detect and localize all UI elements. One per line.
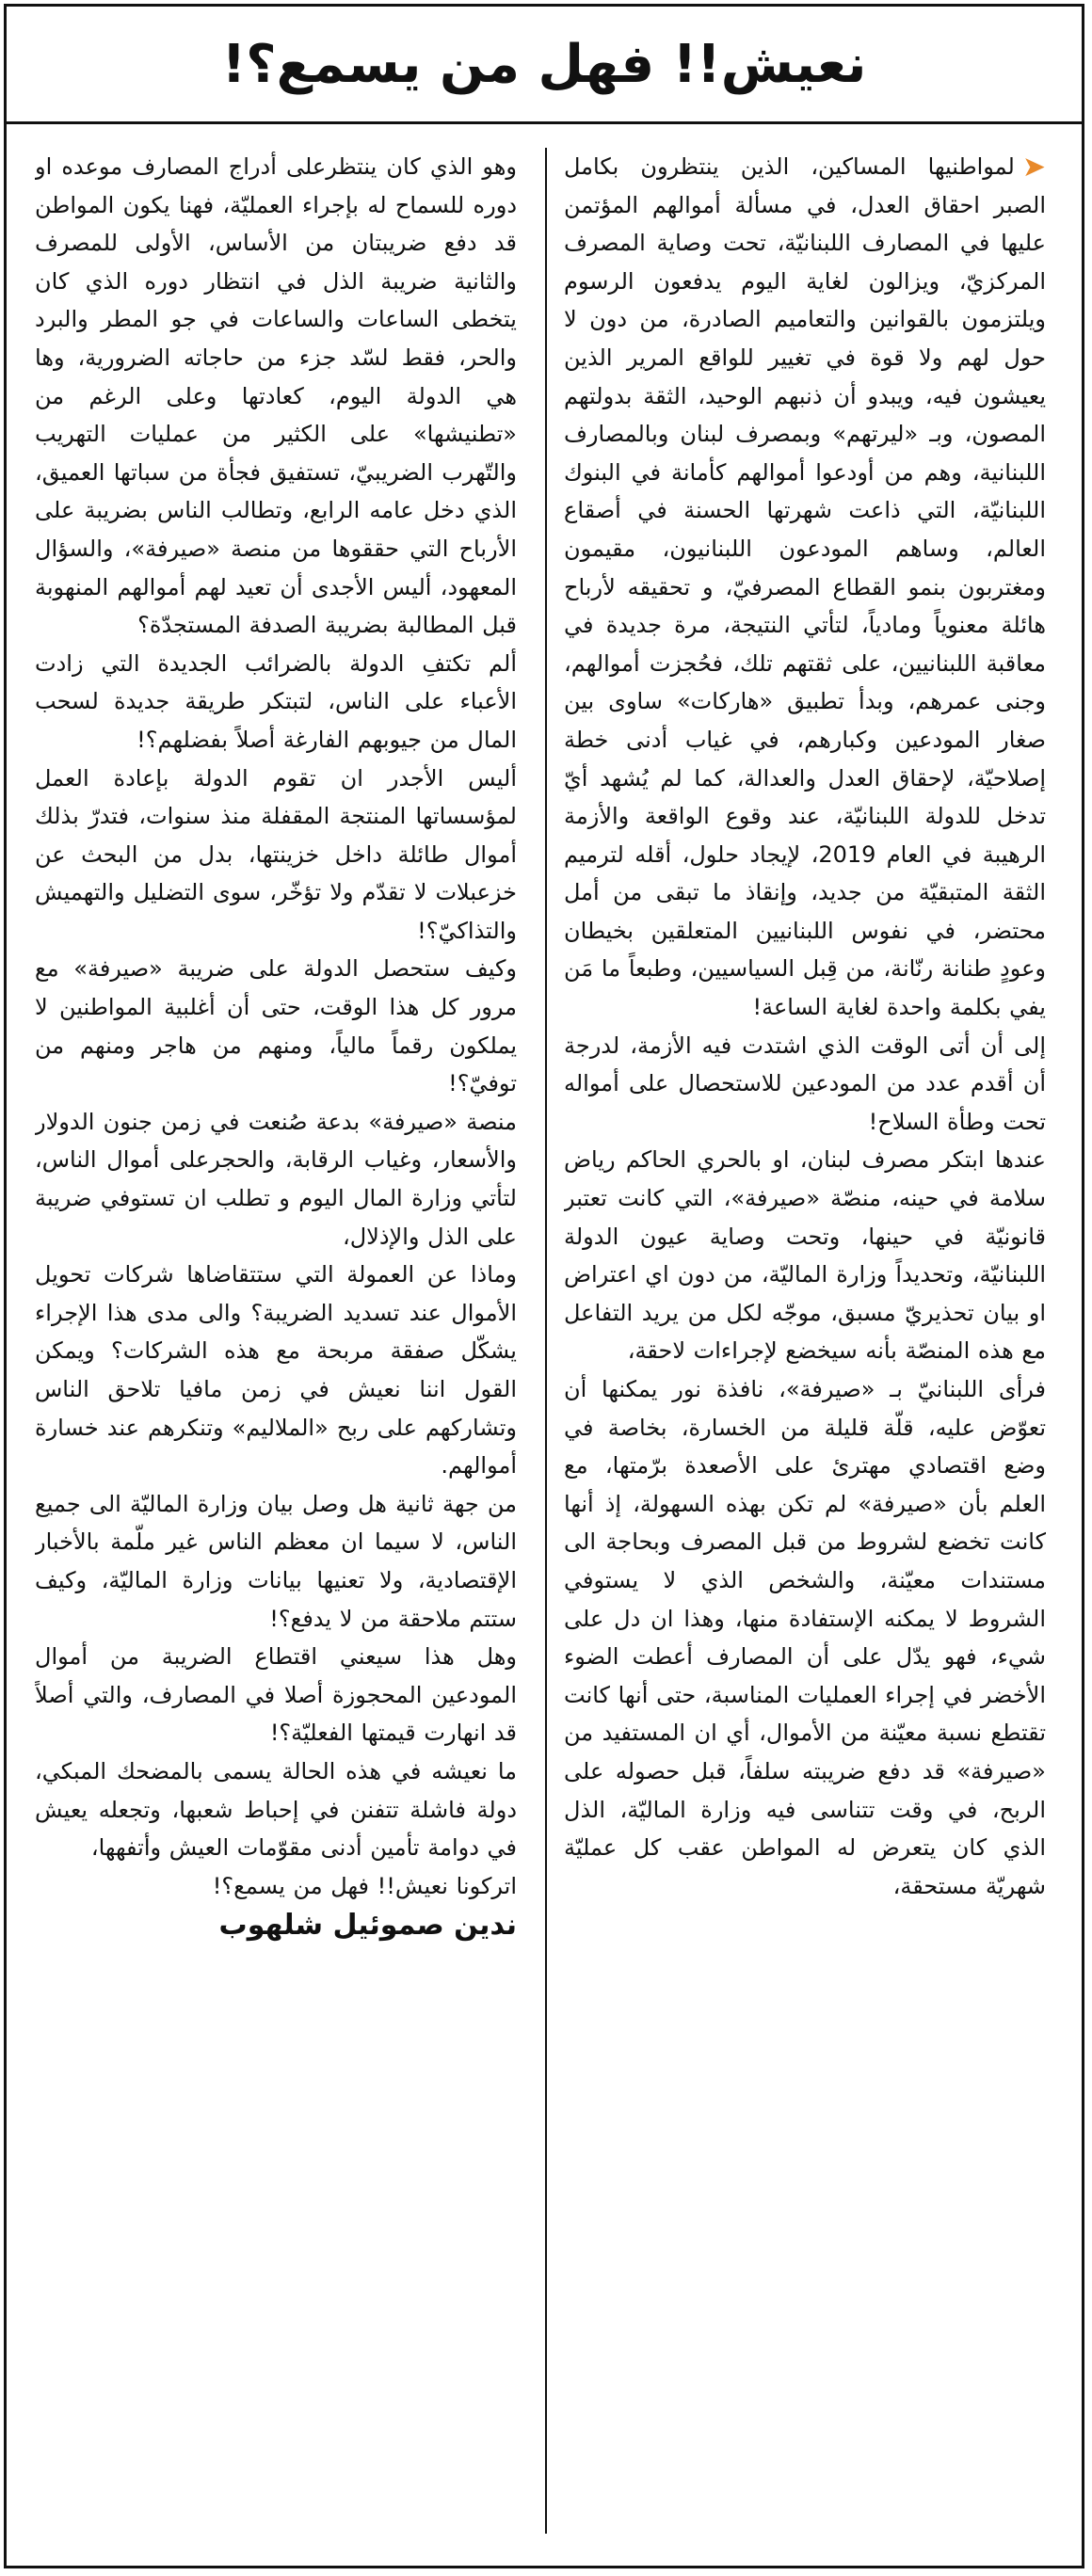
headline-rule: [7, 121, 1082, 124]
left-column: [35, 148, 517, 2534]
paragraph: اتركونا نعيش!! فهل من يسمع؟!: [212, 1872, 517, 1899]
article-headline: نعيش!! فهل من يسمع؟!: [221, 33, 867, 95]
paragraph: وهل هذا سيعني اقتطاع الضريبة من أموال المودعين المحجوزة أصلا في المصارف، والتي أصلاً قد انهارت قيمتها الفعليّة؟!: [35, 1643, 517, 1747]
paragraph: إلى أن أتى الوقت الذي اشتدت فيه الأزمة، لدرجة أن أقدم عدد من المودعين للاستحصال على أمواله تحت وطأة السلاح!: [564, 1032, 1046, 1135]
paragraph: وكيف ستحصل الدولة على ضريبة «صيرفة» مع مرور كل هذا الوقت، حتى أن أغلبية المواطنين لا يملكون رقماً مالياً، ومنهم من هاجر ومنهم من توفيّ؟!: [35, 955, 517, 1097]
paragraph: ألم تكتفِ الدولة بالضرائب الجديدة التي زادت الأعباء على الناس، لتبتكر طريقة جديدة لسحب المال من جيوبهم الفارغة أصلاً بفضلهم؟!: [35, 649, 517, 753]
paragraph: ➤لمواطنيها المساكين، الذين ينتظرون بكامل الصبر احقاق العدل، في مسألة أموالهم المؤتمن عليها في المصارف اللبنانيّة، تحت وصاية المصرف المركزيّ، ويزالون لغاية اليوم يدفعون الرسوم ويلتزمون بالقوانين والتعاميم الصادرة، من دون لا حول لهم ولا قوة في تغيير للواقع المرير الذين يعيشون فيه، ويبدو أن ذنبهم الوحيد، الثقة بدولتهم المصون، وبـ «ليرتهم» وبمصرف لبنان وبالمصارف اللبنانية، وهم من أودعوا أموالهم كأمانة في البنوك اللبنانيّة، التي ذاعت شهرتها الحسنة في أصقاع العالم، وساهم المودعون اللبنانيون، مقيمون ومغتربون بنمو القطاع المصرفيّ، و تحقيقه لأرباح هائلة معنوياً ومادياً، لتأتي النتيجة، مرة جديدة في معاقبة اللبنانيين، على ثقتهم تلك، فحُجزت أموالهم، وجنى عمرهم، وبدأ تطبيق «هاركات» ساوى بين صغار المودعين وكبارهم، في غياب أدنى خطة إصلاحيّة، لإحقاق العدل والعدالة، كما لم يُشهد أيّ تدخل للدولة اللبنانيّة، عند وقوع الواقعة والأزمة الرهيبة في العام 2019، لإيجاد حلول، أقله لترميم الثقة المتبقيّة من جديد، وإنقاذ ما تبقى من أمل محتضر، في نفوس اللبنانيين المتعلقين بخيطان وعودٍ طنانة رنّانة، من قِبل السياسيين، وطبعاً ما مَن يفي بكلمة واحدة لغاية الساعة!: [564, 151, 1046, 1021]
paragraph: عندها ابتكر مصرف لبنان، او بالحري الحاكم رياض سلامة في حينه، منصّة «صيرفة»، التي كانت تعتبر قانونيّة في حينها، وتحت وصاية عيون الدولة اللبنانيّة، وتحديداً وزارة الماليّة، من دون اي اعتراض او بيان تحذيريّ مسبق، موجّه لكل من يريد التفاعل مع هذه المنصّة بأنه سيخضع لإجراءات لاحقة،: [564, 1146, 1046, 1365]
article-body: [7, 148, 1082, 2534]
column-divider: [545, 148, 547, 2534]
paragraph: ما نعيشه في هذه الحالة يسمى بالمضحك المبكي، دولة فاشلة تتفنن في إحباط شعبها، وتجعله يعيش في دوامة تأمين أدنى مقوّمات العيش وأتفهها،: [35, 1757, 517, 1862]
paragraph: وهو الذي كان ينتظرعلى أدراج المصارف موعده او دوره للسماح له بإجراء العمليّة، فهنا يكون المواطن قد دفع ضريبتان من الأساس، الأولى للمصرف والثانية ضريبة الذل في انتظار دوره الذي كان يتخطى الساعات والساعات في جو المطر والبرد والحر، فقط لسّد جزء من حاجاته الضرورية، وها هي الدولة اليوم، كعادتها وعلى الرغم من «تطنيشها» على الكثير من عمليات التهريب والتّهرب الضريبيّ، تستفيق فجأة من سباتها العميق، الذي دخل عامه الرابع، وتطالب الناس بضريبة على الأرباح التي حققوها من منصة «صيرفة»، والسؤال المعهود، أليس الأجدى أن تعيد لهم أموالهم المنهوبة قبل المطالبة بضريبة الصدفة المستجدّة؟: [35, 153, 517, 639]
author-byline: ندين صموئيل شلهوب: [218, 1909, 517, 1943]
arrow-icon: ➤: [1021, 151, 1046, 184]
paragraph: من جهة ثانية هل وصل بيان وزارة الماليّة الى جميع الناس، لا سيما ان معظم الناس غير ملّمة بالأخبار الإقتصادية، ولا تعنيها بيانات وزارة الماليّة، وكيف ستتم ملاحقة من لا يدفع؟!: [35, 1490, 517, 1632]
paragraph: فرأى اللبنانيّ بـ «صيرفة»، نافذة نور يمكنها أن تعوّض عليه، قلّة قليلة من الخسارة، بخاصة في وضع اقتصادي مهترئ على الأصعدة برّمتها، مع العلم بأن «صيرفة» لم تكن بهذه السهولة، إذ أنها كانت تخضع لشروط من قبل المصرف وبحاجة الى مستندات معيّنة، والشخص الذي لا يستوفي الشروط لا يمكنه الإستفادة منها، وهذا ان دل على شيء، فهو يدّل على أن المصارف أعطت الضوء الأخضر في إجراء العمليات المناسبة، حتى أنها كانت تقتطع نسبة معيّنة من الأموال، أي ان المستفيد من «صيرفة» قد دفع ضريبته سلفاً، قبل حصوله على الربح، في وقت تتناسى فيه وزارة الماليّة، الذل الذي كان يتعرض له المواطن عقب كل عمليّة شهريّة مستحقة،: [564, 1376, 1046, 1899]
article-frame: [4, 4, 1084, 2568]
paragraph: أليس الأجدر ان تقوم الدولة بإعادة العمل لمؤسساتها المنتجة المقفلة منذ سنوات، فتدرّ بذلك أموال طائلة داخل خزينتها، بدل من البحث عن خزعبلات لا تقدّم ولا تؤخّر، سوى التضليل والتهميش والتذاكيّ؟!: [35, 764, 517, 944]
paragraph: منصة «صيرفة» بدعة صُنعت في زمن جنون الدولار والأسعار، وغياب الرقابة، والحجرعلى أموال الناس، لتأتي وزارة المال اليوم و تطلب ان تستوفي ضريبة على الذل والإذلال،: [35, 1108, 517, 1250]
right-column: [564, 148, 1046, 2534]
paragraph: وماذا عن العمولة التي ستتقاضاها شركات تحويل الأموال عند تسديد الضريبة؟ والى مدى هذا الإجراء يشكّل صفقة مربحة مع هذه الشركات؟ ويمكن القول اننا نعيش في زمن مافيا تلاحق الناس وتشاركهم على ربح «الملاليم» وتنكرهم عند خسارة أموالهم.: [35, 1261, 517, 1480]
